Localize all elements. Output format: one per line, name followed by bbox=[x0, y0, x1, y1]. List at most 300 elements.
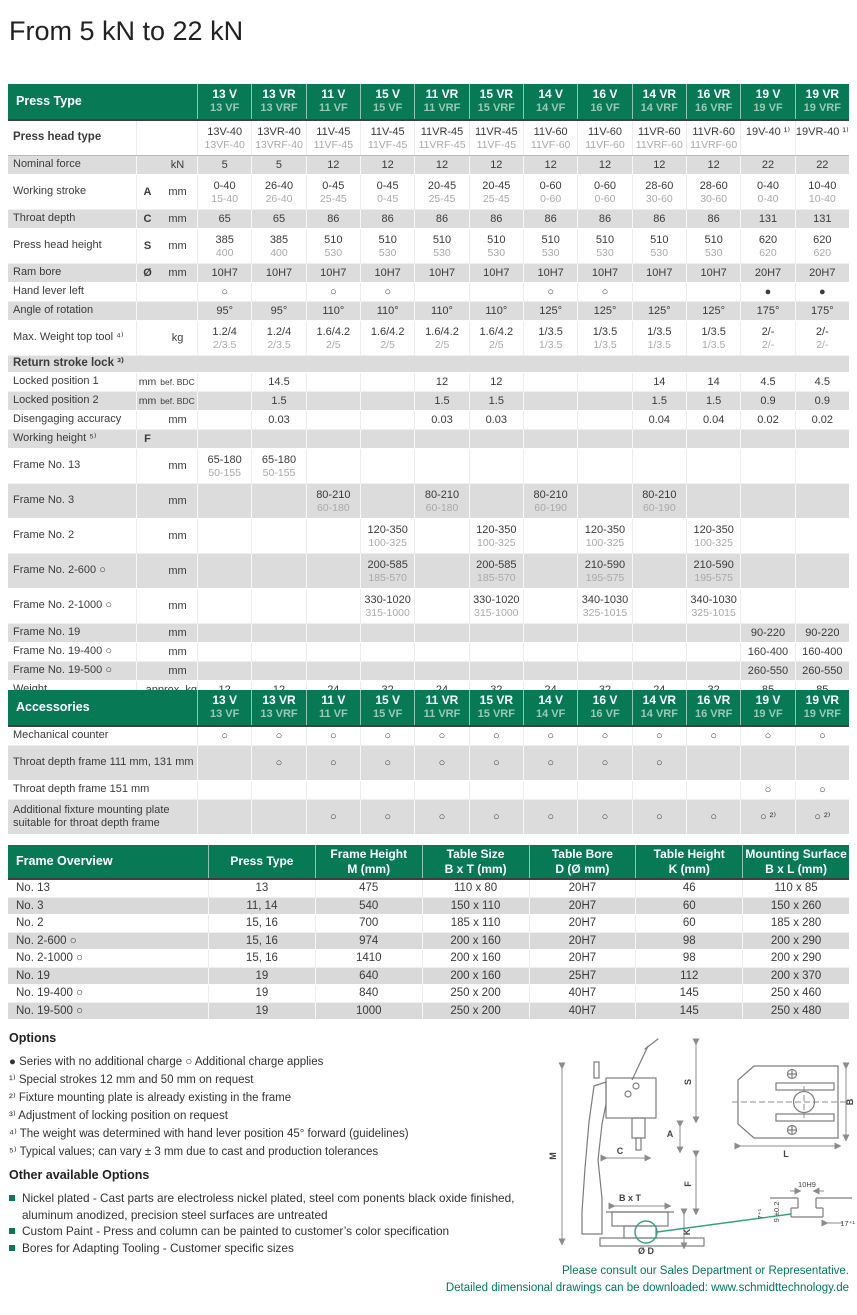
press-type-column-header bbox=[795, 690, 849, 725]
dim-label-k: K bbox=[682, 1228, 692, 1236]
row-working-height bbox=[8, 430, 849, 449]
value-cell bbox=[414, 156, 468, 174]
value-cell bbox=[686, 643, 740, 661]
value: 1.6/4.2 bbox=[425, 325, 459, 338]
press-type-column-header bbox=[740, 690, 794, 725]
value-cell bbox=[197, 781, 251, 799]
frame-value: 60 bbox=[635, 898, 742, 915]
value: 12 bbox=[653, 158, 666, 171]
value: 0.9 bbox=[760, 394, 776, 407]
value: ○ bbox=[601, 810, 609, 823]
press-type-table bbox=[8, 84, 849, 700]
value-cell bbox=[469, 662, 523, 680]
frame-value: 15, 16 bbox=[208, 933, 315, 950]
row-throat-depth bbox=[8, 210, 849, 229]
frame-name: No. 3 bbox=[16, 899, 44, 912]
value-cell bbox=[577, 430, 631, 448]
value: 14 bbox=[707, 375, 720, 388]
press-type-name: 14 V bbox=[538, 693, 563, 708]
value-secondary bbox=[470, 467, 523, 479]
value-cell bbox=[414, 589, 468, 623]
value: 1.5 bbox=[706, 394, 722, 407]
press-type-name-f: 15 VF bbox=[372, 708, 403, 721]
row-label: Hand lever left bbox=[13, 285, 84, 298]
value-cell bbox=[632, 449, 686, 483]
value bbox=[578, 627, 631, 640]
frame-name: No. 2 bbox=[16, 917, 44, 930]
press-table-header-row bbox=[8, 84, 849, 121]
header-line: Frame Overview bbox=[16, 853, 113, 868]
value-cell bbox=[632, 746, 686, 780]
value-cell bbox=[251, 746, 305, 780]
value bbox=[633, 627, 686, 640]
row-frame-no-19-500 bbox=[8, 662, 849, 681]
value-cell bbox=[795, 302, 849, 320]
press-type-name: 13 VR bbox=[262, 693, 296, 708]
value-cell bbox=[251, 392, 305, 410]
value-cell bbox=[469, 392, 523, 410]
value-cell bbox=[360, 392, 414, 410]
value-secondary: 400 bbox=[270, 246, 288, 259]
row-frame-no-2-600 bbox=[8, 554, 849, 589]
press-type-column-header bbox=[686, 84, 740, 119]
value: 0.02 bbox=[811, 413, 834, 426]
slot-label-10h9: 10H9 bbox=[798, 1180, 816, 1189]
value-secondary: 195-575 bbox=[694, 571, 733, 584]
row-unit bbox=[136, 121, 197, 155]
value bbox=[361, 433, 414, 446]
row-label: Working stroke bbox=[13, 185, 87, 198]
value: 0-40 bbox=[213, 179, 236, 192]
header-line: Table Height bbox=[653, 846, 725, 861]
value: ○ bbox=[329, 729, 337, 742]
value bbox=[578, 489, 631, 502]
value-cell bbox=[469, 175, 523, 209]
value bbox=[361, 454, 414, 467]
value-cell bbox=[360, 430, 414, 448]
value-cell bbox=[251, 519, 305, 553]
value-cell bbox=[632, 121, 686, 155]
row-unit bbox=[136, 175, 197, 209]
value-cell bbox=[360, 519, 414, 553]
value-cell bbox=[795, 484, 849, 518]
frame-value: 145 bbox=[635, 1003, 742, 1020]
unit-label: mm bbox=[168, 414, 187, 426]
value: ○ bbox=[710, 810, 717, 823]
value-cell bbox=[523, 121, 577, 155]
value: 86 bbox=[544, 212, 557, 225]
value-cell bbox=[577, 121, 631, 155]
accessories-table bbox=[8, 690, 849, 835]
value-secondary: 1/3.5 bbox=[538, 338, 563, 351]
value: 510 bbox=[432, 233, 452, 246]
value-secondary bbox=[415, 537, 468, 549]
value bbox=[796, 489, 849, 502]
value: 131 bbox=[758, 212, 778, 225]
value-cell bbox=[523, 662, 577, 680]
value-cell bbox=[414, 264, 468, 282]
value bbox=[307, 414, 360, 427]
row-label: Disengaging accuracy bbox=[13, 413, 122, 426]
value: 510 bbox=[650, 233, 669, 246]
value bbox=[524, 559, 577, 572]
value-cell bbox=[251, 727, 305, 745]
value: 90-220 bbox=[805, 626, 840, 639]
value-cell bbox=[306, 484, 360, 518]
options-footnotes bbox=[9, 1071, 549, 1161]
value-cell bbox=[414, 373, 468, 391]
value-cell bbox=[686, 554, 740, 588]
value-cell bbox=[251, 554, 305, 588]
frame-column-header bbox=[422, 845, 529, 878]
value bbox=[252, 559, 305, 572]
value bbox=[252, 433, 305, 446]
value-cell bbox=[251, 302, 305, 320]
value-secondary bbox=[252, 502, 305, 514]
value-cell bbox=[414, 411, 468, 429]
value-cell bbox=[632, 554, 686, 588]
row-unit bbox=[136, 321, 197, 355]
frame-column-header bbox=[315, 845, 422, 878]
frame-value: 15, 16 bbox=[208, 915, 315, 932]
table-top-view bbox=[732, 1066, 855, 1159]
row-label: Ram bore bbox=[13, 266, 62, 279]
frame-value: 250 x 480 bbox=[742, 1003, 849, 1020]
value-cell bbox=[414, 392, 468, 410]
frame-value: 98 bbox=[635, 950, 742, 967]
value-cell bbox=[523, 302, 577, 320]
value-cell bbox=[306, 589, 360, 623]
value: ○ bbox=[221, 285, 228, 298]
value-cell bbox=[632, 484, 686, 518]
frame-value: 25H7 bbox=[529, 968, 636, 985]
value: 0.02 bbox=[757, 413, 779, 426]
value bbox=[361, 414, 414, 427]
value-secondary bbox=[524, 572, 577, 584]
value: 12 bbox=[598, 158, 612, 171]
value: 160-400 bbox=[802, 645, 843, 658]
footnote: ³⁾ Adjustment of locking position on request bbox=[9, 1110, 228, 1122]
row-label: Max. Weight top tool ⁴⁾ bbox=[13, 331, 124, 344]
value-cell bbox=[360, 727, 414, 745]
frame-value: 145 bbox=[635, 985, 742, 1002]
value-cell bbox=[306, 781, 360, 799]
value: 10H7 bbox=[320, 266, 347, 279]
value: 19VR-40 ¹⁾ bbox=[795, 125, 849, 138]
frame-value: 200 x 160 bbox=[422, 950, 529, 967]
press-type-name-f: 14 VRF bbox=[640, 102, 678, 115]
press-type-name-f: 11 VRF bbox=[423, 708, 461, 721]
press-dimension-drawing bbox=[548, 1036, 857, 1258]
value bbox=[198, 376, 251, 389]
row-additional-fixture-mounting-plate bbox=[8, 800, 849, 835]
value-cell bbox=[740, 392, 794, 410]
value: 2/- bbox=[815, 325, 829, 338]
frame-value: 20H7 bbox=[529, 950, 636, 967]
press-type-column-header bbox=[251, 690, 305, 725]
row-label: Frame No. 13 bbox=[13, 459, 81, 472]
row-label: Throat depth frame 111 mm, 131 mm bbox=[13, 756, 194, 769]
value-cell bbox=[360, 781, 414, 799]
frame-value: 13 bbox=[208, 880, 315, 897]
value-secondary: 1/3.5 bbox=[593, 338, 617, 351]
value-secondary bbox=[796, 502, 849, 514]
value bbox=[578, 454, 631, 467]
options-section bbox=[9, 1031, 549, 1161]
value-cell bbox=[577, 229, 631, 263]
value-secondary: 325-1015 bbox=[582, 606, 628, 619]
value: ○ bbox=[601, 285, 609, 298]
value bbox=[741, 433, 794, 446]
press-type-name-f: 16 VF bbox=[590, 102, 620, 115]
press-type-column-header bbox=[632, 84, 686, 119]
value-cell bbox=[360, 624, 414, 642]
screw-icon bbox=[788, 1070, 797, 1079]
value-cell bbox=[414, 484, 468, 518]
value-cell bbox=[740, 589, 794, 623]
value: ○ bbox=[655, 729, 663, 742]
value-cell bbox=[795, 229, 849, 263]
frame-value: 150 x 110 bbox=[422, 898, 529, 915]
options-legend: ● Series with no additional charge ○ Additional charge applies bbox=[9, 1056, 324, 1068]
value: ○ bbox=[438, 729, 446, 742]
value-cell bbox=[686, 430, 740, 448]
value bbox=[252, 286, 305, 299]
frame-row bbox=[8, 968, 849, 986]
value bbox=[633, 646, 686, 659]
value: 0.03 bbox=[268, 413, 290, 426]
frame-value: 20H7 bbox=[529, 880, 636, 897]
value-cell bbox=[686, 727, 740, 745]
value bbox=[578, 665, 631, 678]
value-cell bbox=[251, 283, 305, 301]
press-type-column-header bbox=[306, 690, 360, 725]
value bbox=[252, 524, 305, 537]
frame-value: 200 x 370 bbox=[742, 968, 849, 985]
frame-column-header bbox=[8, 845, 208, 878]
value-cell bbox=[577, 662, 631, 680]
value: ○ bbox=[384, 729, 391, 742]
value-cell bbox=[686, 519, 740, 553]
value-secondary: 11VF-60 bbox=[530, 138, 571, 151]
value bbox=[633, 524, 686, 537]
value-cell bbox=[686, 624, 740, 642]
value: 86 bbox=[435, 212, 449, 225]
row-return-stroke-lock bbox=[8, 356, 849, 373]
value-secondary: 50-155 bbox=[208, 466, 242, 479]
frame-row bbox=[8, 985, 849, 1003]
value-cell bbox=[632, 156, 686, 174]
row-hand-lever-left bbox=[8, 283, 849, 302]
value bbox=[796, 559, 849, 572]
value: 0.03 bbox=[431, 413, 453, 426]
press-type-name-f: 14 VRF bbox=[640, 708, 678, 721]
value-cell bbox=[251, 484, 305, 518]
value-cell bbox=[740, 781, 794, 799]
value-secondary bbox=[796, 607, 849, 619]
frame-name: No. 2-1000 ○ bbox=[16, 952, 84, 965]
dimension-letter: Ø bbox=[143, 267, 152, 279]
value bbox=[307, 395, 360, 408]
header-line: B x L (mm) bbox=[765, 861, 827, 876]
value-cell bbox=[251, 264, 305, 282]
value-cell bbox=[360, 175, 414, 209]
value-secondary: 530 bbox=[324, 246, 343, 259]
frame-name: No. 2-600 ○ bbox=[16, 934, 77, 947]
value: 26-40 bbox=[264, 179, 294, 192]
value-cell bbox=[632, 373, 686, 391]
value-secondary: 15-40 bbox=[211, 192, 239, 205]
value: 12 bbox=[490, 158, 503, 171]
row-frame-no-19 bbox=[8, 624, 849, 643]
frame-value: 250 x 200 bbox=[422, 1003, 529, 1020]
value bbox=[198, 395, 251, 408]
value bbox=[198, 414, 251, 427]
press-type-column-header bbox=[632, 690, 686, 725]
value-secondary: 2/3.5 bbox=[212, 338, 237, 351]
value: 11V-60 bbox=[533, 125, 568, 138]
value bbox=[198, 757, 251, 770]
value: 2/- bbox=[761, 325, 775, 338]
value: 1/3.5 bbox=[538, 325, 563, 338]
value: 1.5 bbox=[271, 394, 287, 407]
frame-column-header bbox=[742, 845, 849, 878]
value: 11V-60 bbox=[587, 125, 623, 138]
press-type-name-f: 13 VF bbox=[209, 708, 240, 721]
value bbox=[252, 594, 305, 607]
value-cell bbox=[795, 430, 849, 448]
value bbox=[361, 395, 414, 408]
value: 510 bbox=[378, 233, 397, 246]
value-cell bbox=[523, 800, 577, 834]
value-cell bbox=[469, 430, 523, 448]
value: ○ bbox=[764, 783, 772, 796]
value bbox=[470, 454, 523, 467]
value-cell bbox=[740, 156, 794, 174]
value-secondary: 0-60 bbox=[594, 192, 616, 205]
value: 0.03 bbox=[485, 413, 508, 426]
value bbox=[307, 376, 360, 389]
value bbox=[361, 646, 414, 659]
value: 12 bbox=[707, 158, 720, 171]
value-secondary: 25-45 bbox=[319, 192, 347, 205]
press-type-name: 16 VR bbox=[696, 87, 731, 102]
value-cell bbox=[360, 156, 414, 174]
dimension-letter: S bbox=[143, 240, 152, 252]
value-cell bbox=[740, 519, 794, 553]
value-cell bbox=[197, 283, 251, 301]
value-secondary bbox=[741, 607, 794, 619]
value-secondary bbox=[470, 502, 523, 514]
value-secondary bbox=[252, 607, 305, 619]
value-cell bbox=[414, 554, 468, 588]
value-secondary bbox=[741, 537, 794, 549]
value: 13V-40 bbox=[207, 125, 243, 138]
value-cell bbox=[740, 321, 794, 355]
value: 385 bbox=[269, 233, 289, 246]
value bbox=[415, 627, 468, 640]
value bbox=[361, 376, 414, 389]
value-secondary bbox=[687, 467, 740, 479]
value-cell bbox=[577, 624, 631, 642]
value bbox=[307, 627, 360, 640]
value-cell bbox=[414, 283, 468, 301]
value-cell bbox=[360, 373, 414, 391]
value-cell bbox=[523, 554, 577, 588]
value: 125° bbox=[702, 304, 726, 317]
value bbox=[524, 627, 577, 640]
value-cell bbox=[577, 210, 631, 228]
value-cell bbox=[577, 321, 631, 355]
value-secondary bbox=[415, 607, 468, 619]
value: ○ bbox=[492, 810, 500, 823]
value-secondary bbox=[633, 467, 686, 479]
value-cell bbox=[795, 554, 849, 588]
value-cell bbox=[251, 411, 305, 429]
row-throat-depth-frame-111-131 bbox=[8, 746, 849, 781]
value: 620 bbox=[758, 233, 778, 246]
value-cell bbox=[632, 643, 686, 661]
value-cell bbox=[686, 746, 740, 780]
row-ram-bore bbox=[8, 264, 849, 283]
frame-row bbox=[8, 915, 849, 933]
value: ○ bbox=[710, 729, 717, 742]
value: 1.2/4 bbox=[212, 325, 237, 338]
value-cell bbox=[795, 519, 849, 553]
value-secondary: 100-325 bbox=[694, 536, 733, 549]
value bbox=[361, 489, 414, 502]
value-cell bbox=[632, 430, 686, 448]
dim-label-f: F bbox=[683, 1181, 693, 1187]
frame-row bbox=[8, 880, 849, 898]
value-cell bbox=[197, 392, 251, 410]
value: ○ bbox=[275, 756, 283, 769]
value-cell bbox=[360, 321, 414, 355]
dimension-letter: A bbox=[143, 186, 152, 198]
value-cell bbox=[251, 800, 305, 834]
value: ○ bbox=[384, 810, 391, 823]
square-bullet-icon bbox=[9, 1195, 15, 1201]
row-angle-of-rotation bbox=[8, 302, 849, 321]
value-cell bbox=[632, 589, 686, 623]
frame-value: 640 bbox=[315, 968, 422, 985]
header-line: Frame Height bbox=[330, 846, 408, 861]
value-cell bbox=[306, 662, 360, 680]
value: ○ bbox=[384, 285, 391, 298]
value: 12 bbox=[381, 158, 394, 171]
value: 10H7 bbox=[700, 266, 727, 279]
value-cell bbox=[577, 175, 631, 209]
value: 14.5 bbox=[268, 375, 290, 388]
value-cell bbox=[251, 662, 305, 680]
value: 330-1020 bbox=[364, 593, 411, 606]
value: ○ bbox=[329, 810, 337, 823]
value: 110° bbox=[376, 304, 399, 317]
header-line: Table Bore bbox=[551, 846, 613, 861]
row-unit bbox=[136, 302, 197, 320]
value: 28-60 bbox=[645, 179, 674, 192]
press-type-name: 14 VR bbox=[642, 87, 676, 102]
value-cell bbox=[306, 156, 360, 174]
value-cell bbox=[360, 800, 414, 834]
value: ○ bbox=[547, 285, 554, 298]
value-cell bbox=[686, 321, 740, 355]
value bbox=[415, 594, 468, 607]
value bbox=[578, 646, 631, 659]
press-type-name: 14 V bbox=[538, 87, 563, 102]
value: 10H7 bbox=[537, 266, 564, 279]
frame-value: 15, 16 bbox=[208, 950, 315, 967]
